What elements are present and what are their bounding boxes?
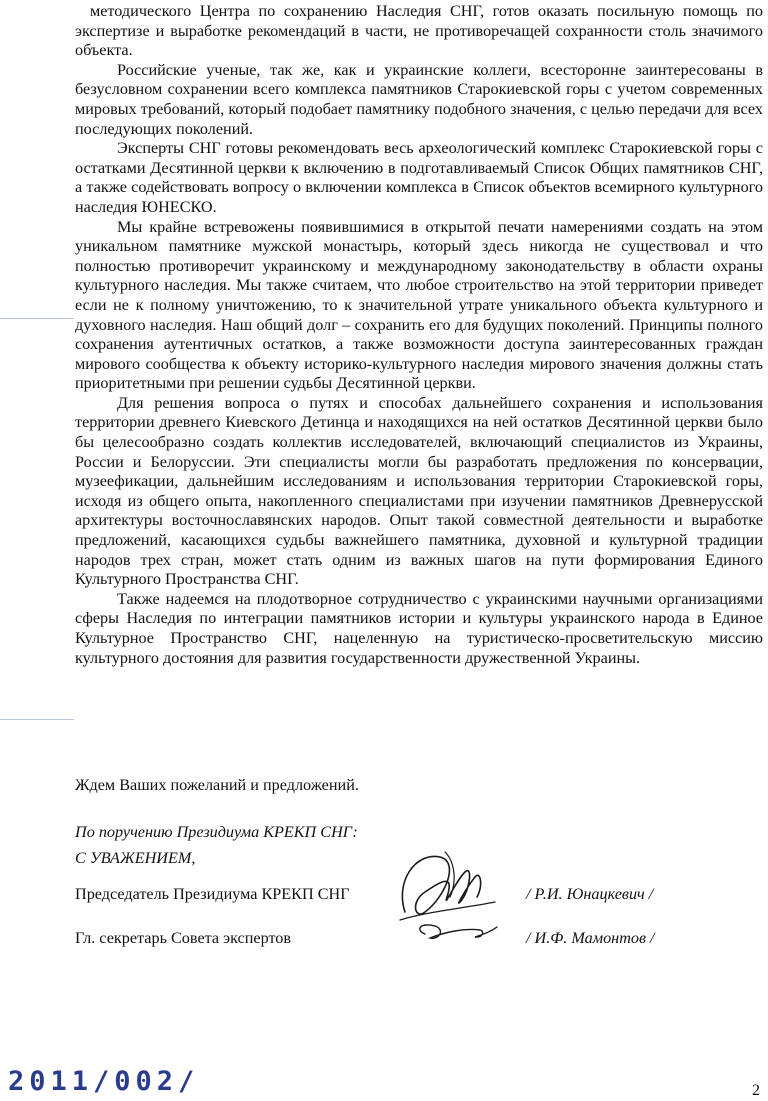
- paragraph-3: Эксперты СНГ готовы рекомендовать весь археологический комплекс Старокиевской горы с остатками Десятинной церкви к включению в подготавливаемый Список Общих памятников СНГ, а также содействовать вопросу о включении комплекса в Список объектов всемирного культурного наследия ЮНЕСКО.: [75, 139, 763, 216]
- letter-body: [75, 2, 763, 668]
- signatory-1-name: / Р.И. Юнацкевич /: [526, 885, 654, 903]
- signatory-2-name: / И.Ф. Мамонтов /: [526, 929, 655, 947]
- scan-artifact-line: [0, 318, 74, 319]
- registration-stamp: 2011/002/: [8, 1066, 200, 1097]
- paragraph-5: Для решения вопроса о путях и способах дальнейшего сохранения и использования территории древнего Киевского Детинца и находящихся на ней остатков Десятинной церкви было бы целесообразно создать коллектив исследователей, включающий специалистов из Украины, России и Белоруссии. Эти специалисты могли бы разработать предложения по консервации, музеефикации, дальнейшим исследованиям и использования территории Старокиевской горы, исходя из общего опыта, накопленного специалистами при изучении памятников Древнерусской архитектуры восточнославянских народов. Опыт такой совместной деятельности и выработке предложений, касающихся судьбы важнейшего памятника, духовной и культурной традиции народов трех стран, может стать одним из важных шагов на пути формирования Единого Культурного Пространства СНГ.: [75, 393, 763, 589]
- signatory-1-title: Председатель Президиума КРЕКП СНГ: [75, 885, 350, 903]
- page-number: 2: [752, 1082, 760, 1099]
- handwritten-signature-icon: [385, 842, 505, 952]
- paragraph-4: Мы крайне встревожены появившимися в открытой печати намерениями создать на этом уникальном памятнике мужской монастырь, который здесь никогда не существовал и что полностью противоречит украинскому и международному законодательству в области охраны культурного наследия. Мы также считаем, что любое строительство на этой территории приведет если не к полному уничтожению, то к значительной утрате уникального объекта культурного и духовного наследия. Наш общий долг – сохранить его для будущих поколений. Принципы полного сохранения аутентичных остатков, а также возможности доступа заинтересованных граждан мирового сообщества к объекту историко-культурного наследия мирового значения должны стать приоритетными при решении судьбы Десятинной церкви.: [75, 217, 763, 393]
- paragraph-2: Российские ученые, так же, как и украинские коллеги, всесторонне заинтересованы в безусловном сохранении всего комплекса памятников Старокиевской горы с учетом современных мировых требований, который подобает памятнику подобного значения, с целью передачи для всех последующих поколений.: [75, 60, 763, 138]
- scan-artifact-line: [0, 719, 74, 720]
- regards-line: С УВАЖЕНИЕМ,: [75, 849, 196, 867]
- on-behalf-line: По поручению Президиума КРЕКП СНГ:: [75, 823, 358, 841]
- signatory-2-title: Гл. секретарь Совета экспертов: [75, 929, 292, 947]
- paragraph-6: Также надеемся на плодотворное сотрудничество с украинскими научными организациями сферы Наследия по интеграции памятников истории и культуры украинского народа в Единое Культурное Пространство СНГ, нацеленную на туристическо-просветительскую миссию культурного достояния для развития государственности дружественной Украины.: [75, 589, 763, 667]
- closing-line: Ждем Ваших пожеланий и предложений.: [75, 776, 359, 794]
- paragraph-1: методического Центра по сохранению Наследия СНГ, готов оказать посильную помощь по экспертизе и выработке рекомендаций в части, не противоречащей сохранности столь значимого объекта.: [75, 2, 763, 60]
